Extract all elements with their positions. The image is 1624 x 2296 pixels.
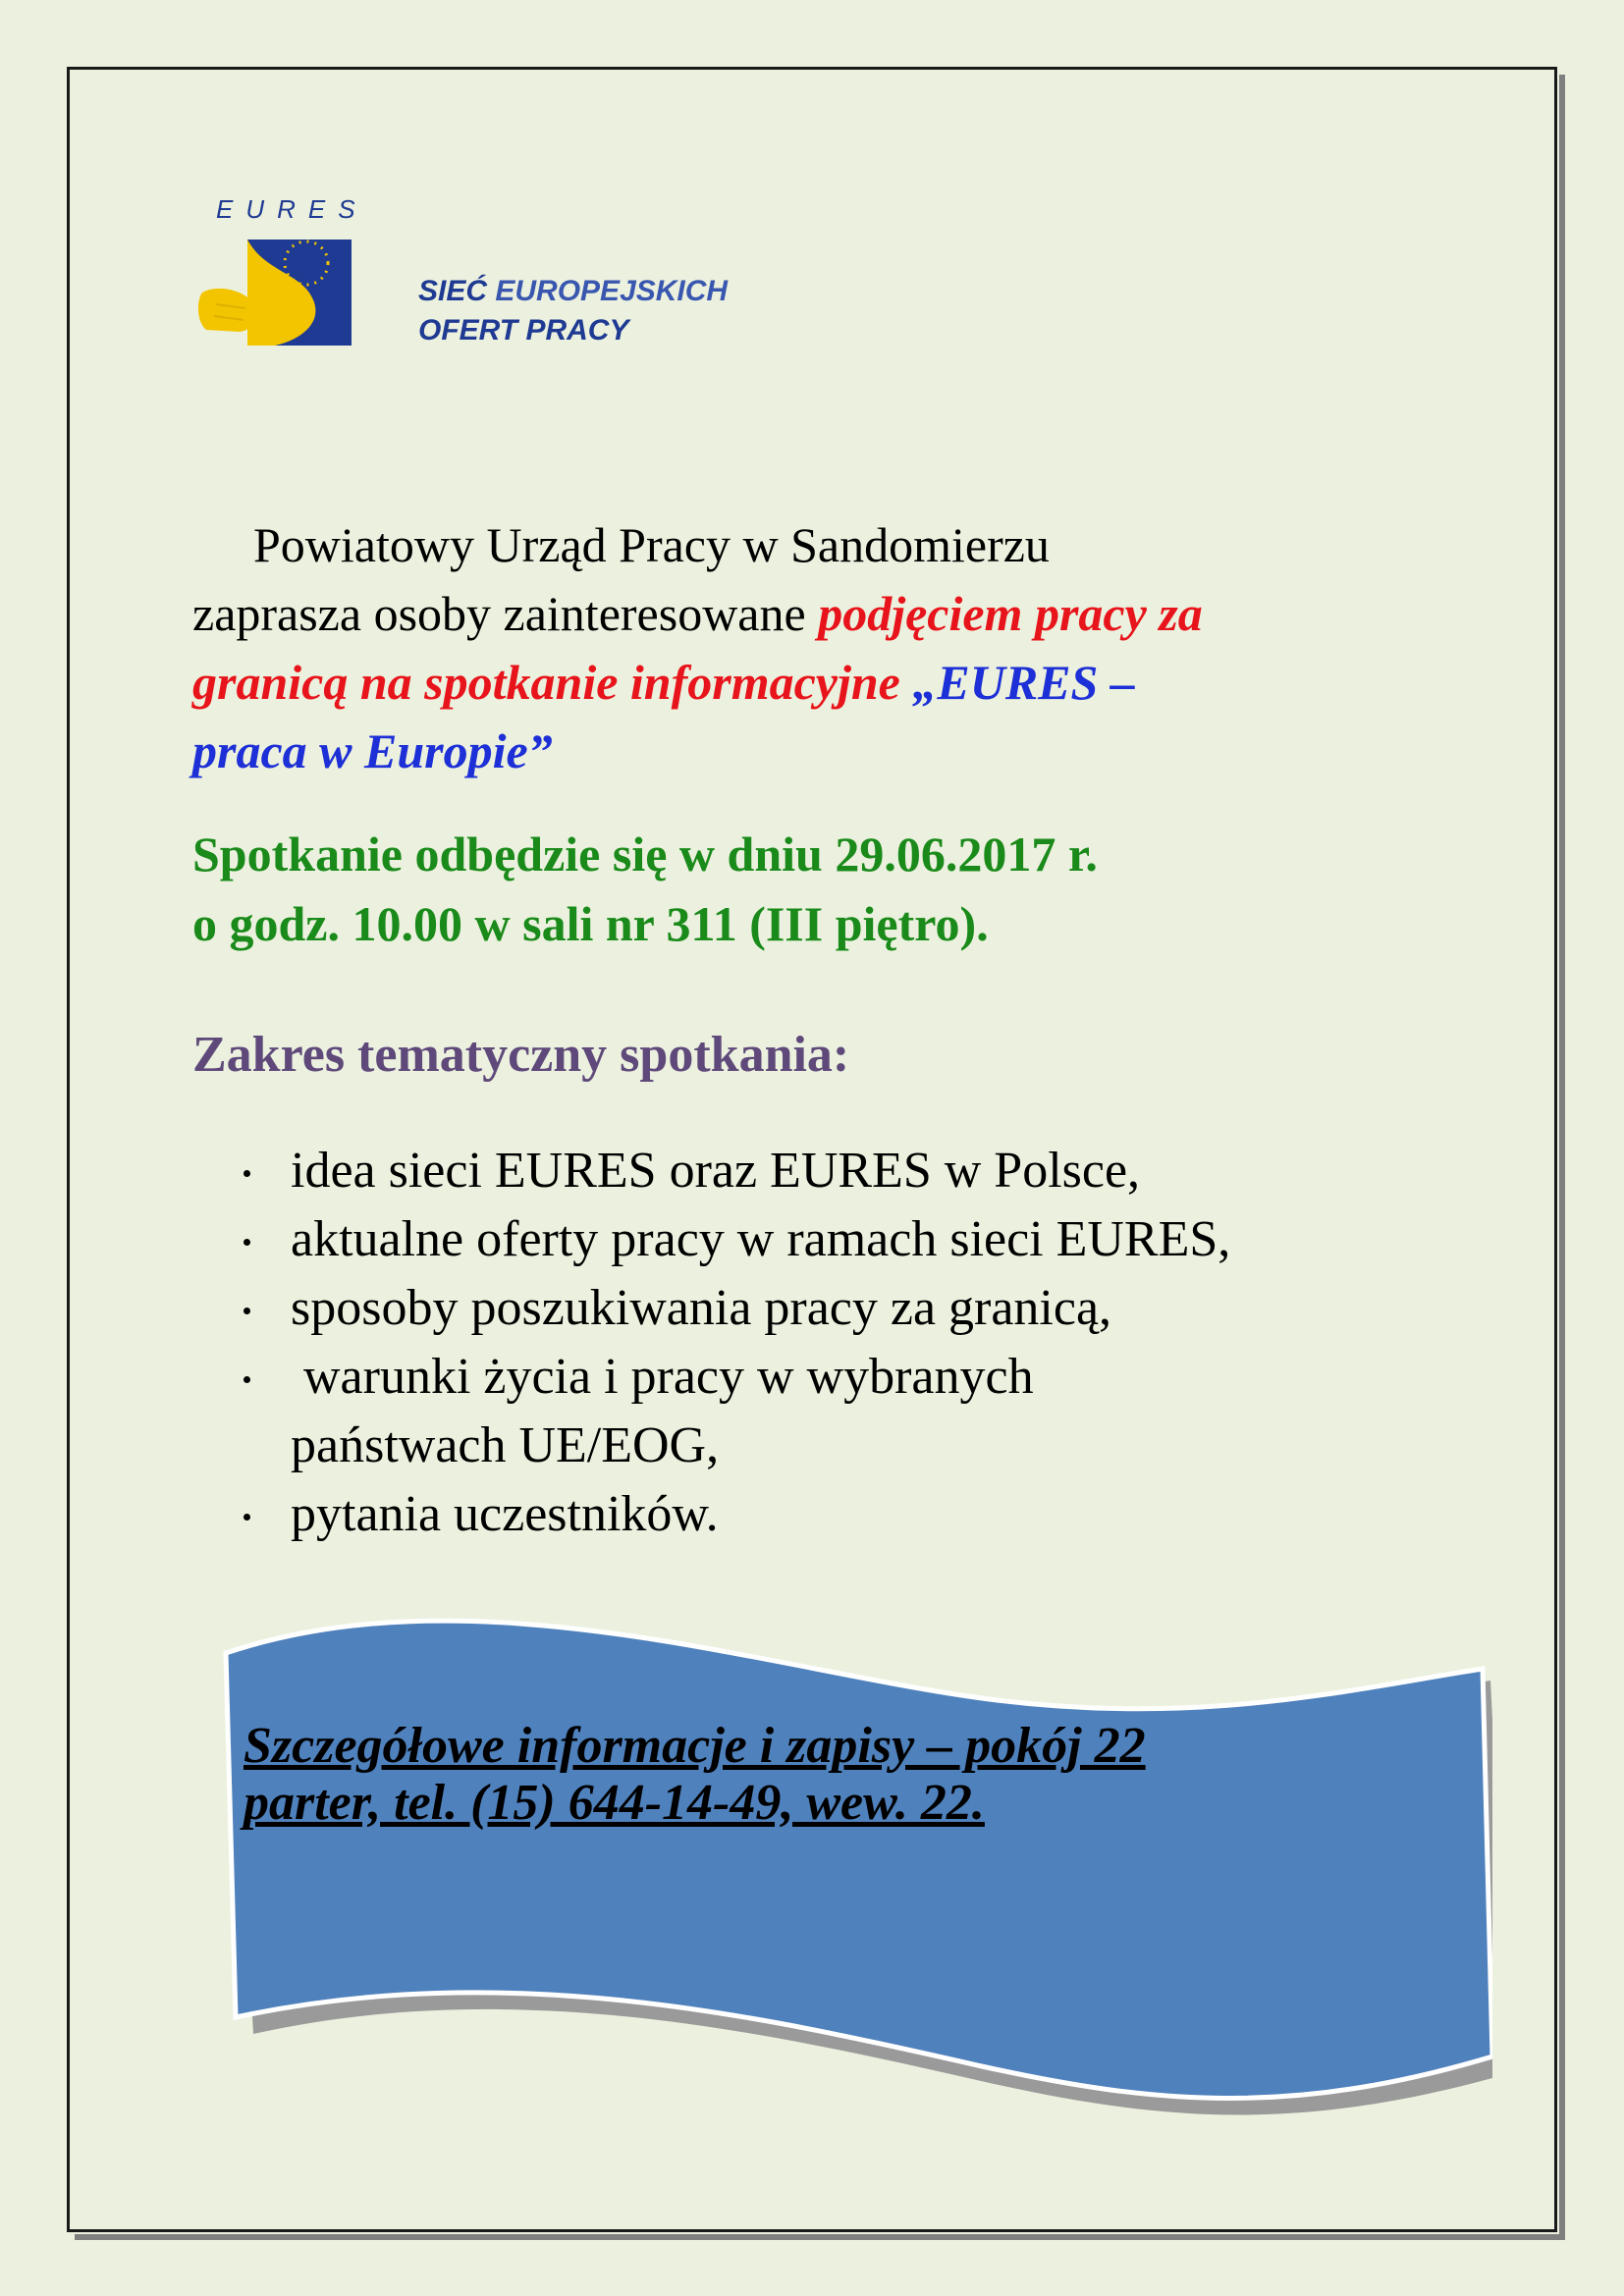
intro-line-4: praca w Europie” (192, 723, 553, 778)
intro-line-3 (192, 648, 1469, 717)
meeting-details (192, 820, 1469, 959)
list-item-continuation: państwach UE/EOG, (291, 1417, 720, 1473)
logo-line-1 (418, 275, 728, 308)
logo-line1-bold: SIEĆ (418, 275, 488, 307)
logo-line-2: OFERT PRACY (418, 314, 629, 347)
list-item: sposoby poszukiwania pracy za granicą, (244, 1274, 1230, 1343)
info-banner (216, 1610, 1492, 2120)
intro-line-1: Powiatowy Urząd Pracy w Sandomierzu (253, 517, 1050, 572)
logo-line1-rest: EUROPEJSKICH (495, 275, 729, 307)
contact-line-2: parter, tel. (15) 644-14-49, wew. 22. (244, 1775, 985, 1831)
list-item (244, 1343, 1230, 1480)
intro-line-2 (192, 579, 1469, 648)
eures-logo (196, 194, 729, 356)
eures-emblem-icon (196, 194, 412, 356)
list-item: aktualne oferty pracy w ramach sieci EURES, (244, 1205, 1230, 1274)
intro-line2-plain: zaprasza osoby zainteresowane (192, 586, 819, 641)
contact-line-1: Szczegółowe informacje i zapisy – pokój 22 (244, 1718, 1146, 1774)
meeting-date-line: Spotkanie odbędzie się w dniu 29.06.2017 r. (192, 827, 1098, 881)
intro-line3-red: granicą na spotkanie informacyjne (192, 655, 913, 710)
topics-heading: Zakres tematyczny spotkania: (192, 1027, 850, 1083)
wave-banner-shape (216, 1610, 1492, 2120)
intro-paragraph (192, 510, 1469, 785)
meeting-time-line: o godz. 10.00 w sali nr 311 (III piętro). (192, 896, 989, 951)
contact-info (244, 1718, 1146, 1832)
logo-eures-text: EURES (216, 194, 368, 224)
list-item: pytania uczestników. (244, 1480, 1230, 1549)
list-item-text: warunki życia i pracy w wybranych (291, 1349, 1034, 1405)
intro-line2-red: podjęciem pracy za (818, 586, 1203, 641)
intro-line3-blue: „EURES – (912, 655, 1135, 710)
list-item: idea sieci EURES oraz EURES w Polsce, (244, 1137, 1230, 1205)
topics-list (244, 1137, 1230, 1549)
